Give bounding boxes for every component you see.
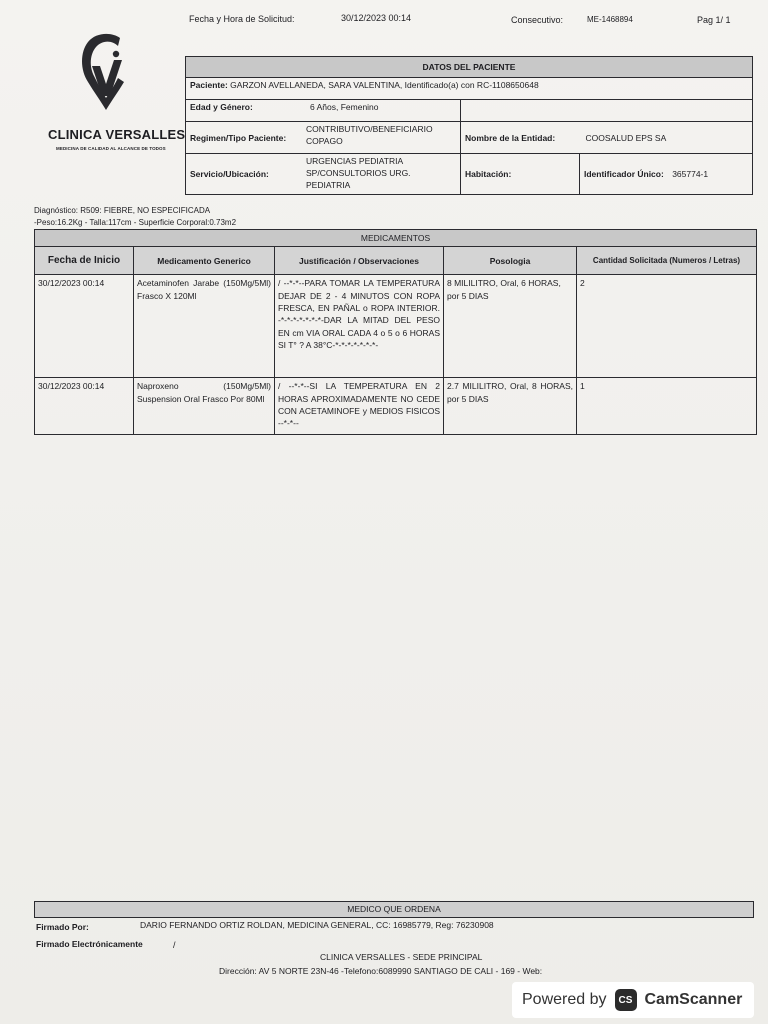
uid-label: Identificador Único: xyxy=(584,168,664,179)
service-line-2: SP/CONSULTORIOS URG. PEDIATRIA xyxy=(306,167,411,190)
age-label: Edad y Género: xyxy=(186,100,303,122)
age-value: 6 Años, Femenino xyxy=(302,100,461,122)
page-number: Pag 1/ 1 xyxy=(697,15,731,25)
patient-label: Paciente: xyxy=(190,80,228,90)
electronic-signature-mark: / xyxy=(173,940,176,950)
electronic-signature-label: Firmado Electrónicamente xyxy=(36,939,143,949)
signed-by-value: DARIO FERNANDO ORTIZ ROLDAN, MEDICINA GENERAL, CC: 16985779, Reg: 76230908 xyxy=(140,920,494,930)
diagnosis-line: Diagnóstico: R509: FIEBRE, NO ESPECIFICADA xyxy=(34,206,211,215)
powered-by-text: Powered by xyxy=(522,991,607,1008)
row2-notes: / --*-*--SI LA TEMPERATURA EN 2 HORAS APROXIMADAMENTE NO CEDE CON ACETAMINOFE y MEDIOS FISICOS --*-*-- xyxy=(275,378,444,435)
request-date-label: Fecha y Hora de Solicitud: xyxy=(189,14,295,24)
medications-table xyxy=(34,229,757,435)
medications-section-title: MEDICAMENTOS xyxy=(35,230,757,247)
row2-date: 30/12/2023 00:14 xyxy=(35,378,134,435)
camscanner-icon: CS xyxy=(615,989,637,1011)
room-label: Habitación: xyxy=(461,154,580,195)
row1-date: 30/12/2023 00:14 xyxy=(35,275,134,378)
age-empty-cell xyxy=(461,100,753,122)
consecutive-value: ME-1468894 xyxy=(587,15,633,24)
row1-drug: Acetaminofen Jarabe (150Mg/5Ml) Frasco X 120Ml xyxy=(134,275,275,378)
service-line-1: URGENCIAS PEDIATRIA xyxy=(306,156,404,166)
uid-value: 365774-1 xyxy=(672,168,709,179)
signed-by-label: Firmado Por: xyxy=(36,922,89,932)
vitals-line: -Peso:16.2Kg - Talla:117cm - Superficie Corporal:0.73m2 xyxy=(34,218,237,227)
ordering-doctor-title: MEDICO QUE ORDENA xyxy=(34,901,754,918)
col-start-date: Fecha de Inicio xyxy=(35,247,134,275)
clinic-address: Dirección: AV 5 NORTE 23N-46 -Telefono:6089990 SANTIAGO DE CALI - 169 - Web: xyxy=(219,966,543,976)
clinic-headquarters: CLINICA VERSALLES - SEDE PRINCIPAL xyxy=(320,952,483,962)
col-dosage: Posologia xyxy=(444,247,577,275)
entity-value: COOSALUD EPS SA xyxy=(580,122,753,154)
regimen-value xyxy=(302,122,461,154)
service-label: Servicio/Ubicación: xyxy=(186,154,303,195)
col-generic-drug: Medicamento Generico xyxy=(134,247,275,275)
entity-label: Nombre de la Entidad: xyxy=(461,122,580,154)
row2-drug: Naproxeno (150Mg/5Ml) Suspension Oral Frasco Por 80Ml xyxy=(134,378,275,435)
clinic-logo-tagline: MEDICINA DE CALIDAD AL ALCANCE DE TODOS xyxy=(56,146,166,151)
clinic-logo-name: CLINICA VERSALLES xyxy=(48,127,186,142)
row2-qty: 1 xyxy=(577,378,757,435)
row1-dosage: 8 MILILITRO, Oral, 6 HORAS, por 5 DIAS xyxy=(444,275,577,378)
col-quantity: Cantidad Solicitada (Numeros / Letras) xyxy=(577,247,757,275)
table-row xyxy=(35,275,757,378)
service-value xyxy=(302,154,461,195)
patient-section-title: DATOS DEL PACIENTE xyxy=(186,57,753,78)
regimen-label: Regimen/Tipo Paciente: xyxy=(186,122,303,154)
patient-value: GARZON AVELLANEDA, SARA VALENTINA, Identificado(a) con RC-1108650648 xyxy=(230,80,539,90)
camscanner-watermark xyxy=(512,982,754,1018)
uid-cell xyxy=(580,154,753,195)
consecutive-label: Consecutivo: xyxy=(511,15,564,25)
camscanner-brand: CamScanner xyxy=(644,991,743,1008)
patient-table xyxy=(185,56,753,195)
row1-notes: / --*-*--PARA TOMAR LA TEMPERATURA DEJAR DE 2 - 4 MINUTOS CON ROPA FRESCA, EN PAÑAL o ROPA INTERIOR. -*-*-*-*-*-*-*-DAR LA MITAD DEL PESO EN cm VIA ORAL CADA 4 o 5 o 6 HORAS SI T° ? A 38°C-*-*-*-*-*-*-*- xyxy=(275,275,444,378)
patient-name-cell xyxy=(186,78,753,100)
col-notes: Justificación / Observaciones xyxy=(275,247,444,275)
table-row xyxy=(35,378,757,435)
request-date-value: 30/12/2023 00:14 xyxy=(341,13,412,23)
clinic-logo-icon xyxy=(74,26,138,120)
regimen-line-2: COPAGO xyxy=(306,135,343,146)
row2-dosage: 2.7 MILILITRO, Oral, 8 HORAS, por 5 DIAS xyxy=(444,378,577,435)
row1-qty: 2 xyxy=(577,275,757,378)
regimen-line-1: CONTRIBUTIVO/BENEFICIARIO xyxy=(306,124,433,134)
